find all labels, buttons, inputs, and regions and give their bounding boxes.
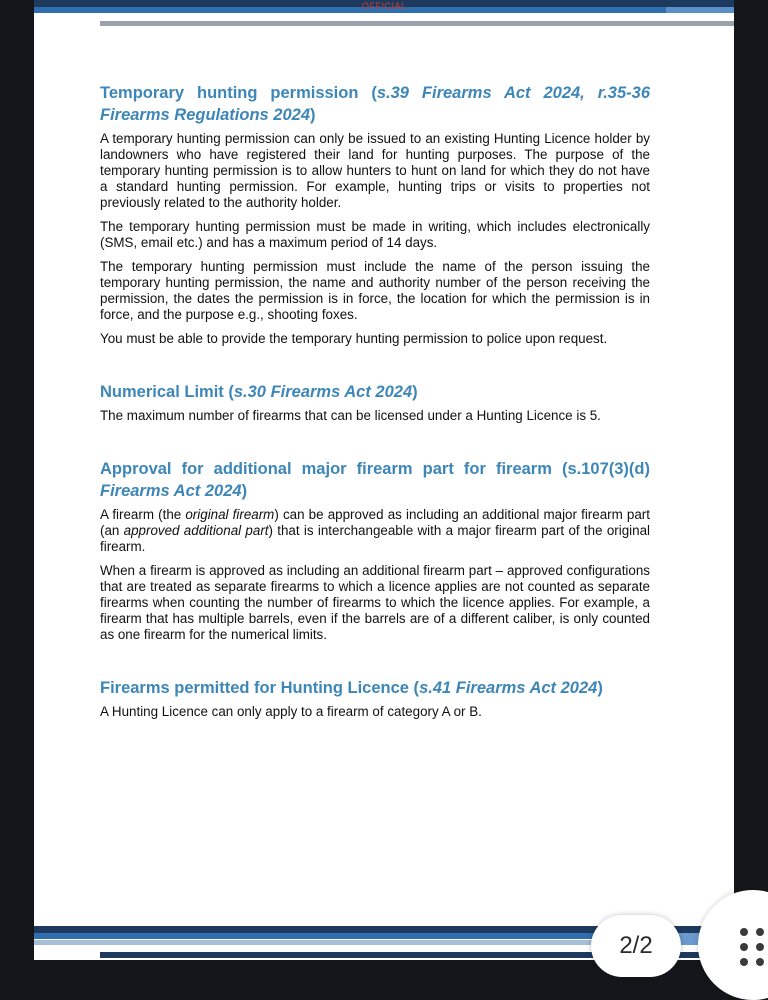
heading-text: Numerical Limit (	[100, 383, 234, 401]
heading-text: )	[597, 679, 603, 697]
classification-label: OFFICIAL	[362, 1, 407, 11]
section-heading	[100, 677, 650, 699]
document-content	[100, 82, 650, 728]
body-paragraph	[100, 259, 650, 323]
heading-text: s.30 Firearms Act 2024	[233, 383, 413, 401]
body-paragraph	[100, 408, 650, 424]
heading-text: s.39 Firearms Act 2024, r.35-36 Firearms Regulations 2024	[100, 84, 651, 124]
heading-text: )	[310, 106, 316, 124]
paragraph-text: A temporary hunting permission can only be issued to an existing Hunting Licence holder by landowners who have registered their land for hunting purposes. The purpose of the temporary hunting permission is to allow hunters to hunt on land for which they do not have a standard hunting permission. For example, hunting trips or visits to properties not previously related to the authority holder.	[100, 131, 650, 210]
body-paragraph	[100, 563, 650, 643]
heading-text: Firearms permitted for Hunting Licence (	[100, 679, 420, 697]
section-gap	[100, 651, 650, 677]
section-heading	[100, 458, 650, 502]
heading-text: Approval for additional major firearm part for firearm (s.107(3)(d)	[100, 460, 650, 478]
header-band-accent	[666, 7, 734, 13]
document-page	[34, 0, 734, 960]
body-paragraph	[100, 507, 650, 555]
page-counter: 2/2	[591, 915, 681, 977]
section-gap	[100, 355, 650, 381]
paragraph-text: original firearm	[185, 507, 275, 522]
paragraph-text: You must be able to provide the temporary hunting permission to police upon request.	[100, 331, 608, 346]
heading-text: )	[241, 482, 248, 500]
body-paragraph	[100, 331, 650, 347]
paragraph-text: A Hunting Licence can only apply to a firearm of category A or B.	[100, 704, 482, 719]
paragraph-text: A firearm (the	[100, 507, 186, 522]
heading-text: Firearms Act 2024	[100, 482, 242, 500]
paragraph-text: ) that is interchangeable with a major firearm part of the original firearm.	[100, 523, 650, 554]
paragraph-text: The maximum number of firearms that can be licensed under a Hunting Licence is 5.	[100, 408, 601, 423]
header-rule	[100, 21, 734, 26]
heading-text: Temporary hunting permission (	[100, 84, 377, 102]
section-heading	[100, 82, 650, 126]
body-paragraph	[100, 131, 650, 211]
heading-text: s.41 Firearms Act 2024	[419, 679, 598, 697]
paragraph-text: ) can be approved as including an additional major firearm part (an	[100, 507, 650, 538]
section-gap	[100, 432, 650, 458]
paragraph-text: The temporary hunting permission must be made in writing, which includes electronically (SMS, email etc.) and has a maximum period of 14 days.	[100, 219, 650, 250]
body-paragraph	[100, 219, 650, 251]
section-heading	[100, 381, 650, 403]
paragraph-text: The temporary hunting permission must include the name of the person issuing the temporary hunting permission, the name and authority number of the person receiving the permission, the dates the permission is in force, the location for which the permission is in force, and the purpose e.g., shooting foxes.	[100, 259, 650, 322]
body-paragraph	[100, 704, 650, 720]
paragraph-text: When a firearm is approved as including an additional firearm part – approved configurations that are treated as separate firearms to which a licence applies are not counted as separate firearms when counting the number of firearms to which the licence applies. For example, a firearm that has multiple barrels, even if the barrels are of a different caliber, is only counted as one firearm for the numerical limits.	[100, 563, 650, 642]
heading-text: )	[412, 383, 418, 401]
paragraph-text: approved additional part	[123, 523, 269, 538]
